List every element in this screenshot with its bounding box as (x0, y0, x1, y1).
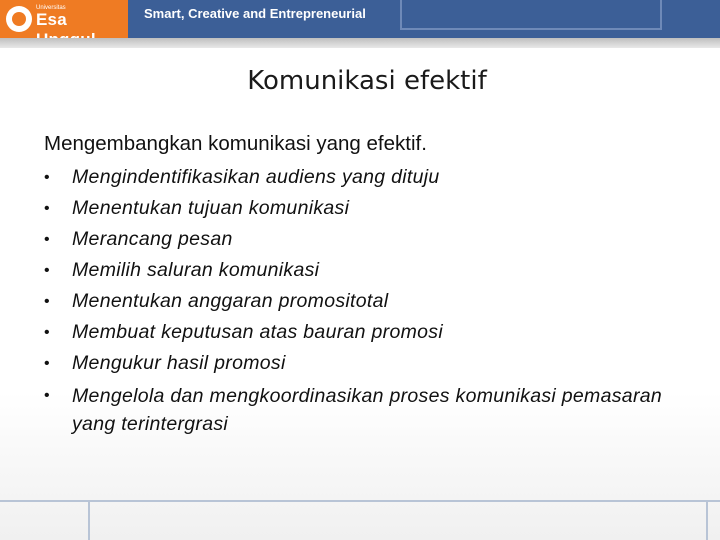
logo-small-text: Universitas (36, 5, 66, 11)
list-item-text: Merancang pesan (72, 228, 233, 250)
list-item-text: Menentukan anggaran promositotal (72, 290, 389, 312)
bullet-icon: • (44, 387, 50, 404)
list-item (44, 286, 684, 317)
list-item (44, 348, 684, 379)
header-bar (0, 0, 720, 38)
list-item-text: Mengindentifikasikan audiens yang dituju (72, 166, 440, 188)
list-item (44, 224, 684, 255)
list-item-text: Memilih saluran komunikasi (72, 259, 320, 281)
bullet-icon: • (44, 293, 50, 310)
list-item (44, 193, 684, 224)
list-item-text: Menentukan tujuan komunikasi (72, 197, 350, 219)
bullet-icon: • (44, 355, 50, 372)
university-logo (0, 0, 128, 38)
header-shadow-strip (0, 38, 720, 48)
list-item (44, 255, 684, 286)
slide-title: Komunikasi efektif (247, 66, 487, 96)
footer-decorative-frame (88, 500, 708, 540)
bullet-list (44, 162, 684, 438)
header-decorative-frame (400, 0, 662, 30)
bullet-icon: • (44, 200, 50, 217)
header-tagline: Smart, Creative and Entrepreneurial (144, 6, 366, 21)
list-item-text: Membuat keputusan atas bauran promosi (72, 321, 443, 343)
logo-text: Esa (36, 10, 67, 29)
list-item (44, 162, 684, 193)
bullet-icon: • (44, 324, 50, 341)
slide-heading: Mengembangkan komunikasi yang efektif. (44, 132, 427, 155)
bullet-icon: • (44, 169, 50, 186)
list-item-text: Mengelola dan mengkoordinasikan proses komunikasi pemasaran yang terintergrasi (72, 385, 663, 435)
bullet-icon: • (44, 231, 50, 248)
list-item-text: Mengukur hasil promosi (72, 352, 286, 374)
list-item (44, 382, 684, 438)
list-item (44, 317, 684, 348)
bullet-icon: • (44, 262, 50, 279)
logo-emblem-icon (6, 6, 32, 32)
